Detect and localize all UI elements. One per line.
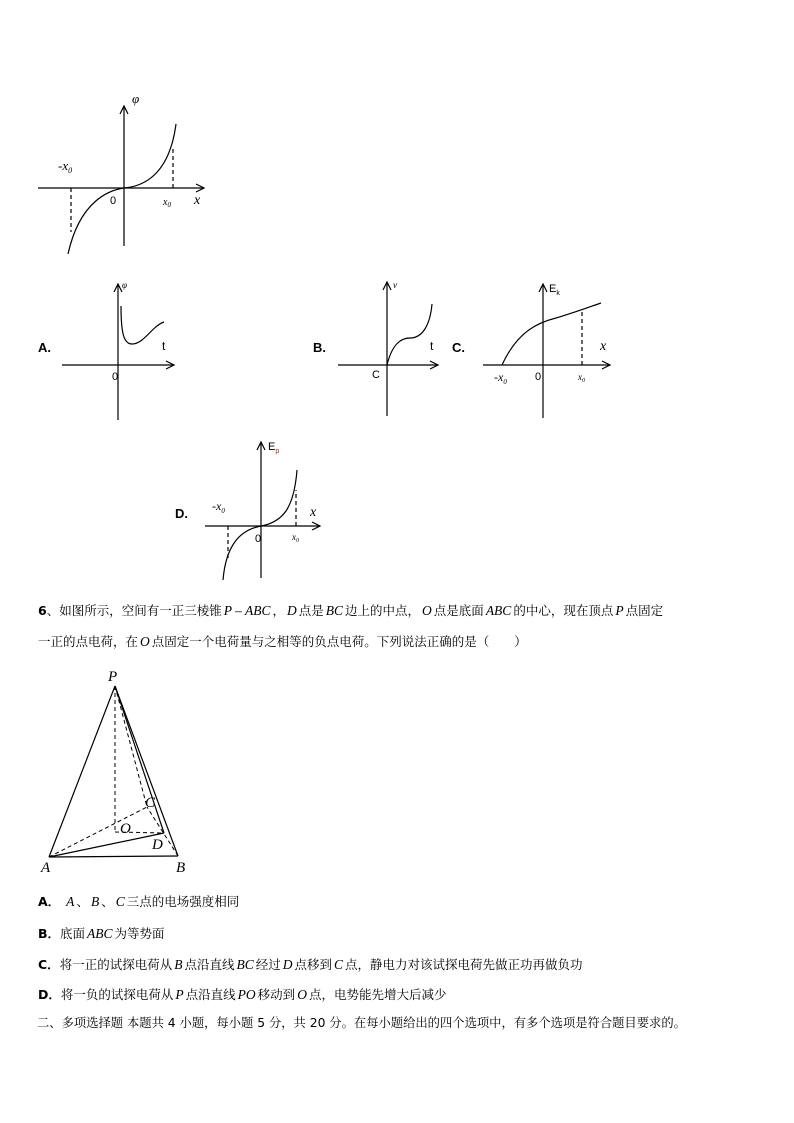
q6-m5: ABC <box>485 603 512 618</box>
section2-heading <box>37 1014 686 1032</box>
option-d-t1: 将一负的试探电荷从 <box>60 987 174 1002</box>
graph-d-origin: 0 <box>255 533 262 545</box>
graph-a-x-label: t <box>162 339 166 353</box>
q6-t5: 点是底面 <box>433 603 484 618</box>
graph-c-pos-x0: $x_0$ <box>578 372 585 384</box>
option-c-t1: 将一正的试探电荷从 <box>59 957 173 972</box>
q6-m6: P <box>615 603 624 618</box>
q6-t1: 、如图所示，空间有一正三棱锥 <box>46 603 222 618</box>
option-c-t2: 点沿直线 <box>184 957 235 972</box>
vertex-A: A <box>41 860 51 876</box>
graph-b-label: B. <box>313 340 326 355</box>
option-d-label: D． <box>38 987 61 1002</box>
option-d-t4: 点，电势能先增大后减少 <box>308 987 447 1002</box>
option-c-t4: 点移到 <box>294 957 333 972</box>
option-c-label: C． <box>38 957 60 972</box>
q6-l2-m1: O <box>140 634 150 649</box>
q6-m2: D <box>287 603 297 618</box>
vertex-B: B <box>176 860 186 876</box>
option-c-t3: 经过 <box>255 957 281 972</box>
graph-d-neg-x0: $-x_0$ <box>212 499 225 515</box>
option-b-t1: 底面 <box>60 926 86 941</box>
option-d-m2: PO <box>237 987 256 1002</box>
option-a <box>38 893 239 911</box>
option-c-m1: B <box>174 957 183 972</box>
graph-a-y-label: φ <box>122 280 127 290</box>
q6-t2: ， <box>272 603 285 618</box>
edge-AB <box>49 856 178 857</box>
vertex-P: P <box>108 669 118 685</box>
q6-t4: 边上的中点， <box>345 603 421 618</box>
option-d-t2: 点沿直线 <box>185 987 236 1002</box>
option-d-m1: P <box>175 987 184 1002</box>
option-a-m2: B <box>90 894 100 909</box>
option-a-m3: C <box>115 894 125 909</box>
graph-b-x-label: t <box>430 339 434 353</box>
main-pos-x0: $x_0$ <box>163 197 171 209</box>
graph-c-x-label: x <box>600 339 607 354</box>
option-a-s1: 、 <box>76 894 89 909</box>
main-origin: 0 <box>110 195 117 207</box>
graph-c-y-label: $E_k$ <box>549 283 560 297</box>
option-c <box>38 956 583 974</box>
graph-a-label: A. <box>38 340 51 355</box>
q6-m4: O <box>422 603 432 618</box>
question6-number: 6 <box>38 603 47 618</box>
q6-t7: 点固定 <box>625 603 664 618</box>
vertex-O: O <box>120 821 131 837</box>
edge-AD <box>49 833 164 857</box>
option-d-m3: O <box>297 987 307 1002</box>
graph-d-label: D. <box>175 506 188 521</box>
option-a-m1: A <box>66 894 75 909</box>
section2-text: 二、多项选择题 本题共 4 小题，每小题 5 分，共 20 分。在每小题给出的四个选项中，有多个选项是符合题目要求的。 <box>37 1016 686 1030</box>
main-x-label: x <box>194 193 201 208</box>
graph-c-origin: 0 <box>535 371 542 383</box>
main-y-label: φ <box>132 91 140 106</box>
main-neg-x0: $-x_0$ <box>58 158 73 175</box>
option-a-s2: 、 <box>101 894 114 909</box>
option-b-label: B． <box>38 926 61 941</box>
option-b-m1: ABC <box>87 926 113 941</box>
option-b <box>38 925 165 943</box>
graph-d-pos-x0: $x_0$ <box>292 532 299 544</box>
option-d-t3: 移动到 <box>257 987 296 1002</box>
edge-PC <box>115 686 147 807</box>
graph-d-x-label: x <box>310 505 317 520</box>
vertex-C: C <box>145 795 156 811</box>
q6-l2-t1: 一正的点电荷，在 <box>38 634 139 649</box>
vertex-D: D <box>152 837 163 853</box>
q6-l2-t2: 点固定一个电荷量与之相等的负点电荷。下列说法正确的是（ ） <box>151 634 527 649</box>
option-b-text: 为等势面 <box>114 926 165 941</box>
option-c-m4: C <box>334 957 344 972</box>
q6-t6: 的中心，现在顶点 <box>513 603 614 618</box>
graph-c-label: C. <box>452 340 465 355</box>
option-c-t5: 点，静电力对该试探电荷先做正功再做负功 <box>345 957 583 972</box>
option-c-m3: D <box>282 957 293 972</box>
q6-t3: 点是 <box>298 603 324 618</box>
q6-m1: P – ABC <box>223 603 271 618</box>
edge-PA <box>49 686 115 857</box>
graph-c-neg-x0: $-x_0$ <box>494 370 507 386</box>
option-c-m2: BC <box>236 957 254 972</box>
q6-m3: BC <box>325 603 344 618</box>
graph-d-y-label: $E_p$ <box>268 441 280 455</box>
graph-b-origin: C <box>372 369 380 381</box>
option-a-label: A． <box>38 894 61 909</box>
graph-b-y-label: v <box>393 280 397 290</box>
option-a-text: 三点的电场强度相同 <box>126 894 240 909</box>
graph-a-origin: 0 <box>112 371 119 383</box>
option-d <box>38 986 446 1004</box>
